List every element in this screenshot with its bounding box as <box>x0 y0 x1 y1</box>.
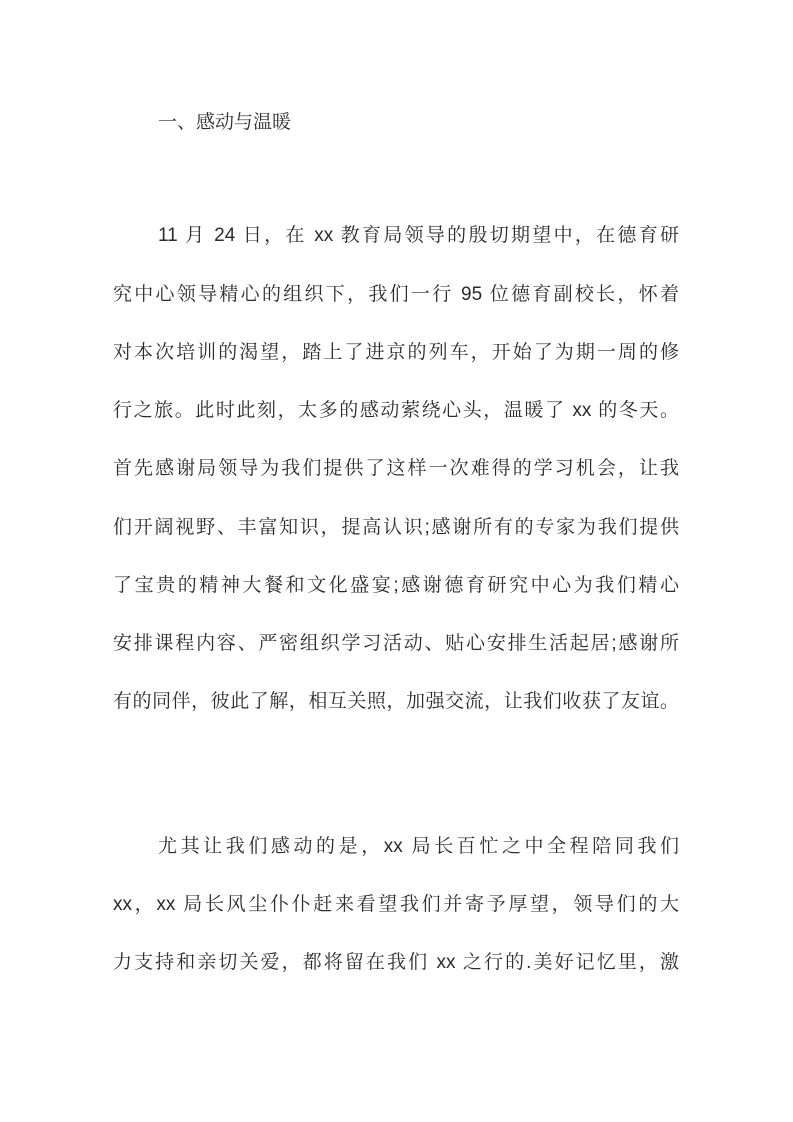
text-line: 了宝贵的精神大餐和文化盛宴;感谢德育研究中心为我们精心 <box>113 574 679 596</box>
text-line: 安排课程内容、严密组织学习活动、贴心安排生活起居;感谢所 <box>113 633 679 654</box>
paragraph <box>113 207 679 731</box>
text-line: 首先感谢局领导为我们提供了这样一次难得的学习机会，让我 <box>113 458 679 480</box>
document-body <box>113 0 679 992</box>
text-line: 有的同伴，彼此了解，相互关照，加强交流，让我们收获了友谊。 <box>113 691 679 713</box>
text-line: 力支持和亲切关爱，都将留在我们 xx 之行的.美好记忆里，激 <box>113 952 679 973</box>
text-line: 11 月 24 日，在 xx 教育局领导的殷切期望中，在德育研 <box>158 225 679 247</box>
text-line: 们开阔视野、丰富知识，提高认识;感谢所有的专家为我们提供 <box>113 516 679 538</box>
text-line: 对本次培训的渴望，踏上了进京的列车，开始了为期一周的修 <box>113 341 679 363</box>
text-line: 尤其让我们感动的是，xx 局长百忙之中全程陪同我们 <box>158 835 679 857</box>
text-line: 行之旅。此时此刻，太多的感动萦绕心头，温暖了 xx 的冬天。 <box>113 400 679 421</box>
paragraph <box>113 818 679 993</box>
section-heading: 一、感动与温暖 <box>158 112 292 133</box>
text-line: 究中心领导精心的组织下，我们一行 95 位德育副校长，怀着 <box>113 283 679 305</box>
text-line: xx，xx 局长风尘仆仆赶来看望我们并寄予厚望，领导们的大 <box>113 893 679 915</box>
